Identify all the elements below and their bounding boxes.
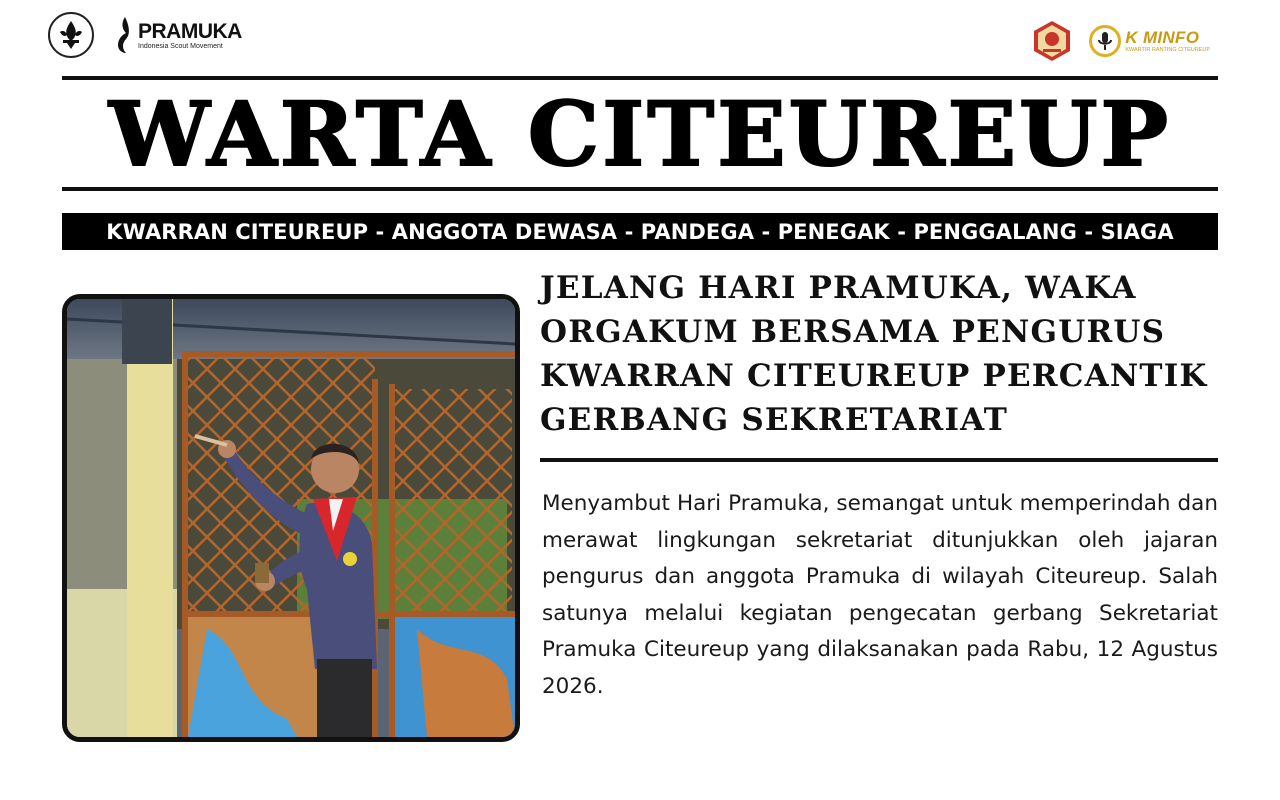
header-logos-left	[48, 12, 242, 58]
article-photo	[62, 294, 520, 742]
kominfo-logo	[1089, 25, 1210, 57]
headline-line: KWARRAN CITEUREUP PERCANTIK	[540, 358, 1208, 394]
microphone-icon	[1089, 25, 1121, 57]
pramuka-logo	[112, 15, 242, 55]
headline-line: GERBANG SEKRETARIAT	[540, 402, 1008, 438]
article-headline	[540, 266, 1220, 442]
section-strip: KWARRAN CITEUREUP - ANGGOTA DEWASA - PANDEGA - PENEGAK - PENGGALANG - SIAGA	[62, 213, 1218, 250]
tunas-kelapa-logo-icon	[48, 12, 94, 58]
masthead-title: WARTA CITEUREUP	[108, 81, 1172, 186]
pramuka-logo-name: PRAMUKA	[138, 19, 242, 43]
headline-divider	[540, 458, 1218, 462]
kominfo-logo-tagline: KWARTIR RANTING CITEUREUP	[1125, 46, 1210, 53]
headline-line: JELANG HARI PRAMUKA, WAKA	[540, 270, 1137, 306]
header-logos-right	[1033, 20, 1210, 62]
headline-line: ORGAKUM BERSAMA PENGURUS	[540, 314, 1166, 350]
kominfo-logo-name: K MINFO	[1125, 27, 1200, 47]
article-body: Menyambut Hari Pramuka, semangat untuk memperindah dan merawat lingkungan sekretariat ditunjukkan oleh jajaran pengurus dan anggota Pramuka di wilayah Citeureup. Salah satunya melalui kegiatan pengecatan gerbang Sekretariat Pramuka Citeureup yang dilaksanakan pada Rabu, 12 Agustus 2026.	[542, 491, 1218, 699]
masthead-bottom-rule	[62, 187, 1218, 191]
pramuka-tunas-icon	[112, 15, 134, 55]
hut-pramuka-logo-icon	[1033, 20, 1071, 62]
pramuka-logo-tagline: Indonesia Scout Movement	[138, 42, 223, 50]
